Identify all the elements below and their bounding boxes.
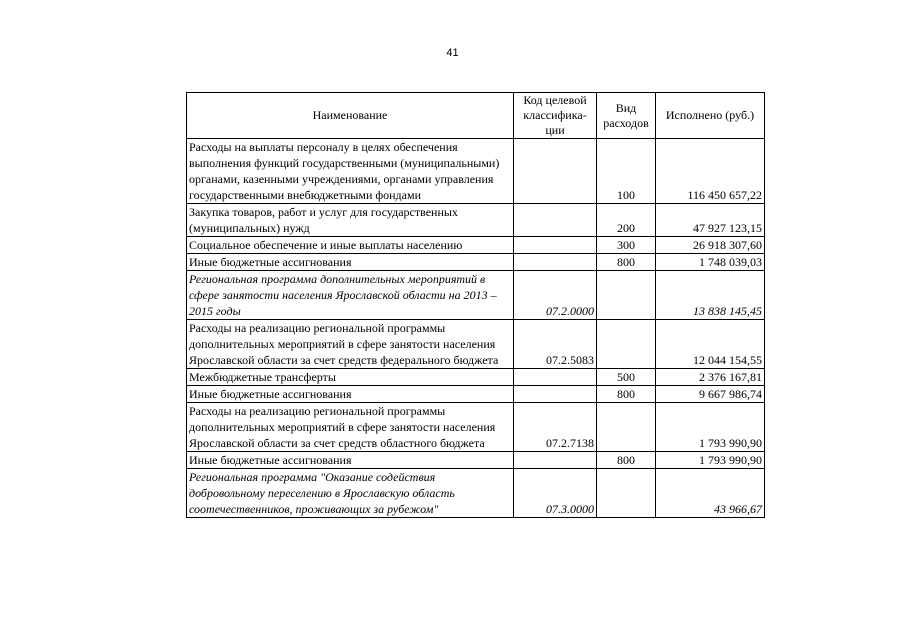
row-name: Расходы на реализацию региональной программы дополнительных мероприятий в сфере занятости населения Ярославской области за счет средств областного бюджета [187, 403, 514, 452]
row-amount: 43 966,67 [656, 469, 765, 518]
page-number: 41 [446, 47, 459, 59]
row-amount: 1 748 039,03 [656, 254, 765, 271]
row-name: Расходы на реализацию региональной программы дополнительных мероприятий в сфере занятости населения Ярославской области за счет средств федерального бюджета [187, 320, 514, 369]
row-amount: 26 918 307,60 [656, 237, 765, 254]
table-header-row [187, 93, 765, 139]
table-row [187, 403, 765, 452]
row-name: Региональная программа дополнительных мероприятий в сфере занятости населения Ярославской области на 2013 – 2015 годы [187, 271, 514, 320]
program-row [187, 271, 765, 320]
row-code [514, 204, 597, 237]
table-row [187, 386, 765, 403]
row-name: Расходы на выплаты персоналу в целях обеспечения выполнения функций государственными (муниципальными) органами, казенными учреждениями, органами управления государственными внебюджетными фондами [187, 139, 514, 204]
row-name: Межбюджетные трансферты [187, 369, 514, 386]
row-code: 07.2.5083 [514, 320, 597, 369]
row-name: Иные бюджетные ассигнования [187, 254, 514, 271]
row-amount: 1 793 990,90 [656, 452, 765, 469]
header-name: Наименование [187, 93, 514, 139]
row-code [514, 386, 597, 403]
row-code [514, 254, 597, 271]
row-name: Иные бюджетные ассигнования [187, 452, 514, 469]
row-vid [597, 271, 656, 320]
row-vid [597, 469, 656, 518]
row-amount: 13 838 145,45 [656, 271, 765, 320]
row-amount: 12 044 154,55 [656, 320, 765, 369]
row-vid: 100 [597, 139, 656, 204]
table-row [187, 320, 765, 369]
row-name: Иные бюджетные ассигнования [187, 386, 514, 403]
row-vid: 300 [597, 237, 656, 254]
row-vid: 800 [597, 254, 656, 271]
row-vid: 200 [597, 204, 656, 237]
row-amount: 1 793 990,90 [656, 403, 765, 452]
row-vid: 800 [597, 386, 656, 403]
row-code: 07.2.0000 [514, 271, 597, 320]
row-code [514, 139, 597, 204]
row-vid [597, 320, 656, 369]
table-row [187, 452, 765, 469]
row-name: Региональная программа "Оказание содействия добровольному переселению в Ярославскую область соотечественников, проживающих за рубежом" [187, 469, 514, 518]
table-body [187, 139, 765, 518]
budget-table [186, 92, 765, 518]
row-name: Социальное обеспечение и иные выплаты населению [187, 237, 514, 254]
row-amount: 116 450 657,22 [656, 139, 765, 204]
table-row [187, 204, 765, 237]
table-row [187, 369, 765, 386]
row-code [514, 369, 597, 386]
row-vid: 500 [597, 369, 656, 386]
row-name: Закупка товаров, работ и услуг для государственных (муниципальных) нужд [187, 204, 514, 237]
header-amount: Исполнено (руб.) [656, 93, 765, 139]
row-code: 07.2.7138 [514, 403, 597, 452]
header-vid: Вид расходов [597, 93, 656, 139]
program-row [187, 469, 765, 518]
table-row [187, 254, 765, 271]
row-code [514, 237, 597, 254]
row-amount: 2 376 167,81 [656, 369, 765, 386]
header-code: Код целевой классифика-ции [514, 93, 597, 139]
row-amount: 9 667 986,74 [656, 386, 765, 403]
row-amount: 47 927 123,15 [656, 204, 765, 237]
row-code: 07.3.0000 [514, 469, 597, 518]
table-row [187, 139, 765, 204]
table-row [187, 237, 765, 254]
row-vid: 800 [597, 452, 656, 469]
row-code [514, 452, 597, 469]
row-vid [597, 403, 656, 452]
